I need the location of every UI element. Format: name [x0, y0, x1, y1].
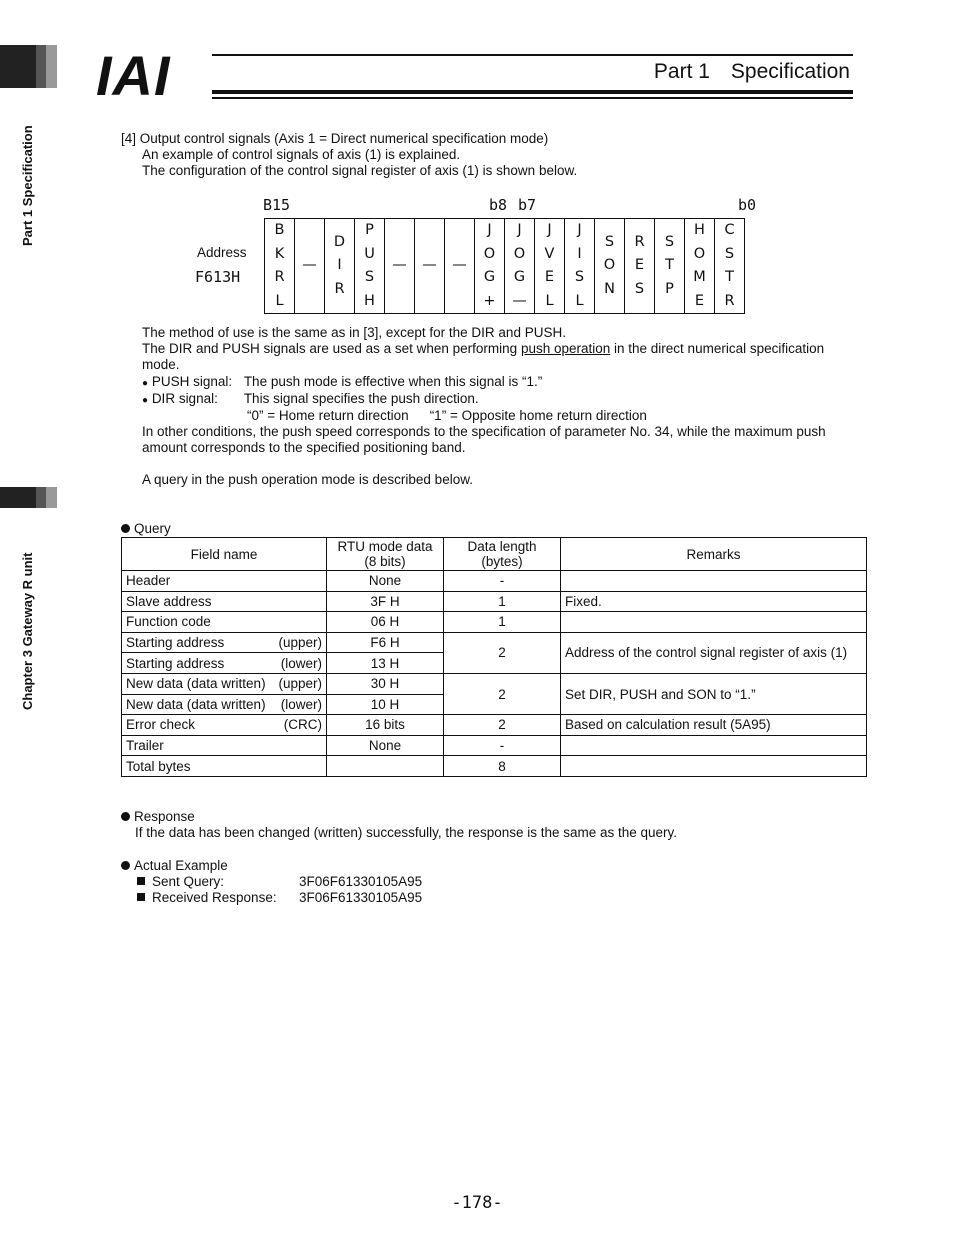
received-response-item: [137, 890, 422, 906]
rtu-cell: F6 H: [327, 632, 444, 653]
register-bit: H O M E: [685, 219, 715, 314]
response-text: If the data has been changed (written) successfully, the response is the same as the query.: [135, 825, 678, 840]
table-row: [122, 632, 867, 653]
rtu-cell: 06 H: [327, 612, 444, 633]
col-remarks: Remarks: [561, 538, 867, 571]
desc-line-2: [142, 341, 824, 357]
length-cell: 2: [444, 715, 561, 736]
field-name-cell: New data (data written) (lower): [122, 694, 327, 715]
intro-line-2: An example of control signals of axis (1) is explained.: [142, 147, 461, 162]
example-heading-text: Actual Example: [134, 858, 228, 873]
register-bit: J I S L: [565, 219, 595, 314]
register-bit: J O G —: [505, 219, 535, 314]
bullet-dot-icon: [121, 812, 130, 821]
col-length: Data length (bytes): [444, 538, 561, 571]
bit-label-b7: b7: [518, 196, 537, 214]
rtu-cell: 16 bits: [327, 715, 444, 736]
register-bit: J V E L: [535, 219, 565, 314]
register-bit: —: [385, 219, 415, 314]
push-operation-link[interactable]: push operation: [520, 341, 611, 356]
rtu-cell: [327, 756, 444, 777]
col-field-name: Field name: [122, 538, 327, 571]
table-row: [122, 673, 867, 694]
register-bit: —: [445, 219, 475, 314]
field-name-cell: Starting address (lower): [122, 653, 327, 674]
register-bit: B K R L: [265, 219, 295, 314]
dir-signal-label: DIR signal:: [151, 391, 218, 406]
received-response-value: 3F06F61330105A95: [299, 890, 423, 905]
field-name-cell: Slave address: [122, 591, 327, 612]
field-name-cell: Header: [122, 571, 327, 592]
header-title: Part 1 Specification: [653, 60, 850, 83]
header-rule-bottom: [212, 97, 853, 99]
register-address-label: Address: [197, 245, 247, 260]
table-row: [122, 735, 867, 756]
field-name-cell: Total bytes: [122, 756, 327, 777]
dir-signal-text: This signal specifies the push direction.: [243, 391, 479, 406]
table-row: [122, 756, 867, 777]
control-signal-register: [264, 218, 745, 314]
intro-line-3: The configuration of the control signal register of axis (1) is shown below.: [142, 163, 578, 178]
sent-query-value: 3F06F61330105A95: [299, 874, 423, 889]
rtu-cell: 3F H: [327, 591, 444, 612]
table-row: [122, 591, 867, 612]
bullet-dot-icon: [121, 524, 130, 533]
field-name-cell: Trailer: [122, 735, 327, 756]
header-rule-top: [212, 54, 853, 56]
sent-query-item: [137, 874, 422, 890]
query-table: [121, 537, 867, 777]
bit-label-b15: B15: [263, 196, 291, 214]
push-signal-text: The push mode is effective when this signal is “1.”: [243, 374, 543, 389]
register-bit: C S T R: [715, 219, 745, 314]
register-bit: D I R: [325, 219, 355, 314]
dir-signal-values: “0” = Home return direction “1” = Opposite home return direction: [247, 408, 647, 423]
table-row: [122, 715, 867, 736]
push-signal-item: [142, 374, 542, 392]
length-cell: 8: [444, 756, 561, 777]
page-number: -178-: [451, 1193, 503, 1213]
field-name-cell: Error check (CRC): [122, 715, 327, 736]
rtu-cell: 30 H: [327, 673, 444, 694]
rtu-cell: None: [327, 735, 444, 756]
field-name-cell: New data (data written) (upper): [122, 673, 327, 694]
length-cell: -: [444, 571, 561, 592]
square-bullet-icon: [137, 877, 145, 885]
push-signal-label: PUSH signal:: [151, 374, 233, 389]
length-cell: 1: [444, 612, 561, 633]
bullet-dot-icon: [121, 861, 130, 870]
bullet-dot-icon: ●: [142, 378, 149, 389]
register-address: F613H: [195, 268, 241, 286]
iai-logo: IAI: [96, 44, 171, 107]
field-name-cell: Function code: [122, 612, 327, 633]
dir-signal-item: [142, 391, 479, 409]
response-heading-text: Response: [134, 809, 195, 824]
length-cell: -: [444, 735, 561, 756]
table-row: [122, 612, 867, 633]
remarks-cell: [561, 571, 867, 592]
desc-line-3: mode.: [142, 357, 180, 372]
rtu-cell: 13 H: [327, 653, 444, 674]
desc-line-8: amount corresponds to the specified positioning band.: [142, 440, 466, 455]
side-tab-chapter: [0, 487, 57, 508]
remarks-cell: Set DIR, PUSH and SON to “1.”: [561, 673, 867, 714]
query-table-header: [122, 538, 867, 571]
remarks-cell: [561, 756, 867, 777]
desc-line-1: The method of use is the same as in [3], except for the DIR and PUSH.: [142, 325, 566, 340]
bullet-dot-icon: ●: [142, 395, 149, 406]
desc-line-2a: The DIR and PUSH signals are used as a set when performing: [142, 341, 521, 356]
remarks-cell: Fixed.: [561, 591, 867, 612]
example-heading: [121, 858, 228, 874]
side-tab-part-label: Part 1 Specification: [20, 125, 35, 246]
intro-line-1: [4] Output control signals (Axis 1 = Direct numerical specification mode): [121, 131, 549, 146]
remarks-cell: Address of the control signal register of axis (1): [561, 632, 867, 673]
header-rule-thick: [212, 90, 853, 94]
desc-line-7: In other conditions, the push speed corresponds to the specification of parameter No. 34, while the maximum push: [142, 424, 826, 439]
length-cell: 2: [444, 632, 561, 673]
response-heading: [121, 809, 195, 825]
table-row: [122, 571, 867, 592]
side-tab-chapter-label: Chapter 3 Gateway R unit: [20, 552, 35, 710]
remarks-cell: [561, 735, 867, 756]
register-bit: —: [415, 219, 445, 314]
sent-query-label: Sent Query:: [152, 874, 225, 889]
register-bit: S O N: [595, 219, 625, 314]
register-bit: P U S H: [355, 219, 385, 314]
bit-label-b0: b0: [738, 196, 757, 214]
register-bit: —: [295, 219, 325, 314]
square-bullet-icon: [137, 893, 145, 901]
rtu-cell: None: [327, 571, 444, 592]
received-response-label: Received Response:: [152, 890, 277, 905]
query-heading-text: Query: [134, 521, 171, 536]
rtu-cell: 10 H: [327, 694, 444, 715]
register-bit: R E S: [625, 219, 655, 314]
field-name-cell: Starting address (upper): [122, 632, 327, 653]
query-heading: [121, 521, 171, 537]
desc-line-9: A query in the push operation mode is described below.: [142, 472, 473, 487]
remarks-cell: Based on calculation result (5A95): [561, 715, 867, 736]
register-bit: S T P: [655, 219, 685, 314]
desc-line-2b: in the direct numerical specification: [610, 341, 825, 356]
col-rtu: RTU mode data (8 bits): [327, 538, 444, 571]
length-cell: 2: [444, 673, 561, 714]
length-cell: 1: [444, 591, 561, 612]
remarks-cell: [561, 612, 867, 633]
register-bit: J O G +: [475, 219, 505, 314]
bit-label-b8: b8: [489, 196, 508, 214]
side-tab-part: [0, 45, 57, 88]
